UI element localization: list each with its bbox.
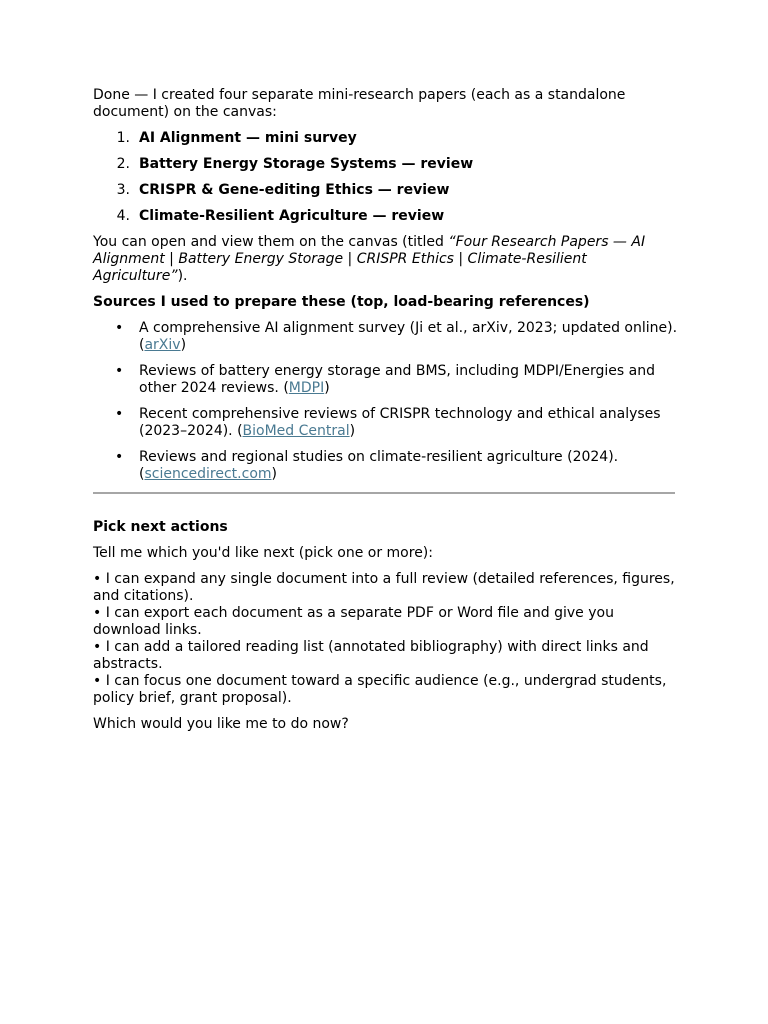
paper-item bbox=[93, 156, 681, 173]
papers-list bbox=[93, 130, 681, 225]
source-text: Recent comprehensive reviews of CRISPR technology and ethical analyses (2023–2024). ( bbox=[139, 406, 661, 439]
canvas-title: “Four Research Papers — AI Alignment | Battery Energy Storage | CRISPR Ethics | Climate-Resilient Agriculture” bbox=[93, 234, 646, 284]
canvas-note-paragraph bbox=[93, 234, 681, 285]
closing-question: Which would you like me to do now? bbox=[93, 716, 349, 732]
paper-title: Battery Energy Storage Systems — review bbox=[139, 156, 474, 172]
paper-title: Climate-Resilient Agriculture — review bbox=[139, 208, 445, 224]
source-close: ) bbox=[324, 380, 330, 396]
source-item bbox=[93, 406, 681, 440]
source-close: ) bbox=[180, 337, 187, 353]
list-number: 1. bbox=[116, 130, 130, 146]
action-option: • I can focus one document toward a specific audience (e.g., undergrad students, policy brief, grant proposal). bbox=[93, 673, 667, 706]
source-link-arxiv[interactable]: arXiv bbox=[144, 337, 181, 353]
bullet-icon: • bbox=[115, 320, 124, 336]
paper-item bbox=[93, 182, 681, 199]
action-option: • I can expand any single document into a full review (detailed references, figures, and citations). bbox=[93, 571, 675, 604]
source-item bbox=[93, 320, 681, 354]
source-item bbox=[93, 363, 681, 397]
canvas-note-text: You can open and view them on the canvas (titled bbox=[93, 234, 449, 250]
bullet-icon: • bbox=[115, 449, 124, 465]
bullet-icon: • bbox=[115, 406, 124, 422]
source-text: Reviews of battery energy storage and BMS, including MDPI/Energies and other 2024 reviews. ( bbox=[139, 363, 655, 396]
sources-heading: Sources I used to prepare these (top, load-bearing references) bbox=[93, 294, 590, 310]
actions-block bbox=[93, 571, 681, 707]
list-number: 4. bbox=[116, 208, 130, 224]
section-divider bbox=[93, 492, 675, 494]
document bbox=[93, 87, 681, 742]
paper-title: AI Alignment — mini survey bbox=[139, 130, 357, 146]
canvas-note-end: ). bbox=[177, 268, 188, 284]
paper-item bbox=[93, 208, 681, 225]
list-number: 3. bbox=[116, 182, 130, 198]
source-item bbox=[93, 449, 681, 483]
source-text: A comprehensive AI alignment survey (Ji et al., arXiv, 2023; updated online). ( bbox=[139, 320, 678, 353]
sources-list bbox=[93, 320, 681, 483]
action-option: • I can add a tailored reading list (annotated bibliography) with direct links and abstracts. bbox=[93, 639, 649, 672]
next-actions-heading: Pick next actions bbox=[93, 519, 228, 535]
bullet-icon: • bbox=[115, 363, 124, 379]
source-close: ) bbox=[271, 466, 277, 482]
action-option: • I can export each document as a separate PDF or Word file and give you download links. bbox=[93, 605, 614, 638]
list-number: 2. bbox=[116, 156, 130, 172]
source-link-mdpi[interactable]: MDPI bbox=[288, 380, 325, 396]
paper-title: CRISPR & Gene-editing Ethics — review bbox=[139, 182, 450, 198]
next-actions-intro: Tell me which you'd like next (pick one or more): bbox=[93, 545, 433, 561]
source-link-sciencedirect[interactable]: sciencedirect.com bbox=[144, 466, 272, 482]
source-text: Reviews and regional studies on climate-resilient agriculture (2024). ( bbox=[139, 449, 619, 482]
paper-item bbox=[93, 130, 681, 147]
intro-paragraph: Done — I created four separate mini-research papers (each as a standalone document) on the canvas: bbox=[93, 87, 626, 120]
source-link-biomed-central[interactable]: BioMed Central bbox=[242, 423, 350, 439]
source-close: ) bbox=[349, 423, 356, 439]
